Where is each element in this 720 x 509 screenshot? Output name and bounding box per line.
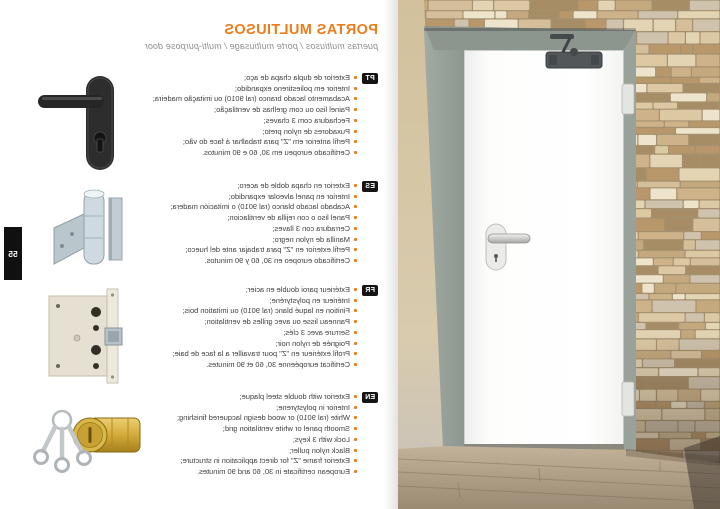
door-photo [398, 0, 720, 509]
bullet-icon [354, 87, 357, 90]
bullet-icon [354, 195, 357, 198]
feature-text: White (ral 9010) or wood design lacquered finishing; [176, 413, 350, 423]
feature-text: Panel liso o con rejilla de ventilacion; [227, 213, 350, 223]
bullet-icon [354, 449, 357, 452]
bullet-icon [354, 130, 357, 133]
feature-text: Exterior with double steel plaque; [239, 392, 350, 401]
bullet-icon [354, 205, 357, 208]
page-gutter-shadow [384, 0, 398, 509]
feature-text: Perfil anterior em "Z" para trabalhar á face do vão; [182, 137, 350, 147]
bullet-icon [354, 119, 357, 122]
bullet-icon [354, 470, 357, 473]
feature-text: Interior en panel alveolar expandido; [228, 191, 350, 201]
feature-text: Poignée de nylon noir; [275, 338, 350, 348]
feature-text: Profil extérieur en "Z" pour travailler a la face de baie; [172, 349, 350, 359]
bullet-icon [354, 416, 357, 419]
bullet-icon [354, 248, 357, 251]
lang-badge-fr: FR [362, 285, 378, 296]
lang-badge-pt: PT [362, 73, 378, 84]
bullet-icon [354, 309, 357, 312]
bullet-icon [354, 227, 357, 230]
bullet-icon [354, 331, 357, 334]
lang-badge-en: EN [362, 392, 378, 403]
feature-text: Acabamento lacado branco (ral 9010) ou imitação madeira; [152, 94, 350, 104]
black-handle-icon [27, 72, 122, 182]
feature-text: Extérieur paroi double en acier; [245, 285, 350, 294]
bullet-icon [354, 395, 357, 398]
bullet-icon [354, 288, 357, 291]
feature-text: Cerradura con 3 llaves; [272, 223, 350, 233]
bullet-icon [354, 299, 357, 302]
bullet-icon [354, 259, 357, 262]
bullet-icon [354, 352, 357, 355]
feature-text: Fechadura com 3 chaves; [263, 115, 350, 125]
bullet-icon [354, 216, 357, 219]
feature-text: European certificate in 30, 60 and 90 minutes. [196, 466, 350, 476]
product-photo-handle [27, 72, 122, 182]
lintel-shadow [424, 28, 636, 31]
feature-text: Black nylon puller; [289, 445, 350, 455]
bullet-icon [354, 238, 357, 241]
feature-text: Lock with 3 keys; [292, 434, 350, 444]
feature-text: Interior em poliestireno expandido; [234, 83, 350, 93]
lang-badge-es: ES [362, 181, 378, 192]
feature-text: Manilla de nylon negro; [272, 234, 350, 244]
bullet-icon [354, 184, 357, 187]
feature-text: Serrure avec 3 clés; [283, 327, 350, 337]
bullet-icon [354, 108, 357, 111]
bullet-icon [354, 342, 357, 345]
hinge-bottom-icon [622, 382, 634, 416]
bullet-icon [354, 427, 357, 430]
brass-cylinder-keys-icon [27, 394, 142, 480]
bullet-icon [354, 76, 357, 79]
page-subtitle: puertas multiusos / porte multiusage / multi-purpose door [144, 41, 378, 51]
feature-text: Intérieur en polystyréne; [269, 295, 350, 305]
product-photo-cylinder-keys [27, 394, 142, 480]
feature-text: Certificado europeu em 30, 60 e 90 minutos. [201, 147, 350, 157]
bullet-icon [354, 363, 357, 366]
feature-text: Puxadores de nylon preto; [262, 126, 350, 136]
feature-text: Certificado europeo en 30, 60 y 90 minutos. [204, 255, 350, 265]
bullet-icon [354, 320, 357, 323]
feature-text: Exterior frame "Z" for direct application in structure; [180, 456, 350, 466]
product-photo-lock [40, 288, 140, 384]
feature-text: Smooth panel or white ventilation grid; [222, 424, 350, 434]
product-photo-hinge [39, 186, 134, 268]
feature-text: Acabado lacado blanco (ral 9010) o imitación madera; [170, 202, 350, 212]
bullet-icon [354, 151, 357, 154]
feature-text: Exterior en chapa doble de acero; [237, 181, 350, 190]
feature-text: Perfil exterior en "Z" para trabajar ante del hueco; [185, 245, 350, 255]
title-block [18, 22, 378, 51]
bullet-icon [354, 97, 357, 100]
mortise-lock-icon [40, 288, 140, 384]
page-number-tab: 55 [4, 227, 22, 280]
bullet-icon [354, 140, 357, 143]
feature-text: Finition en laqué blanc (ral 9010) ou imitation bois; [182, 306, 350, 316]
hinge-top-icon [622, 84, 634, 114]
feature-text: Painel liso ou com grelhas de ventilação; [214, 105, 350, 115]
bullet-icon [354, 438, 357, 441]
door-photo-graphic [398, 0, 720, 509]
feature-text: Certificat européenne 30, 60 et 90 minutes. [206, 359, 350, 369]
bullet-icon [354, 406, 357, 409]
bullet-icon [354, 459, 357, 462]
feature-text: Panneau lisse ou avec grilles de ventilation; [204, 317, 350, 327]
steel-hinge-icon [39, 186, 134, 268]
feature-text: Interior in polystyrene; [276, 402, 350, 412]
page-title: PORTAS MULTIUSOS [223, 22, 378, 38]
feature-text: Exterior de dupla chapa de aço; [244, 73, 350, 82]
